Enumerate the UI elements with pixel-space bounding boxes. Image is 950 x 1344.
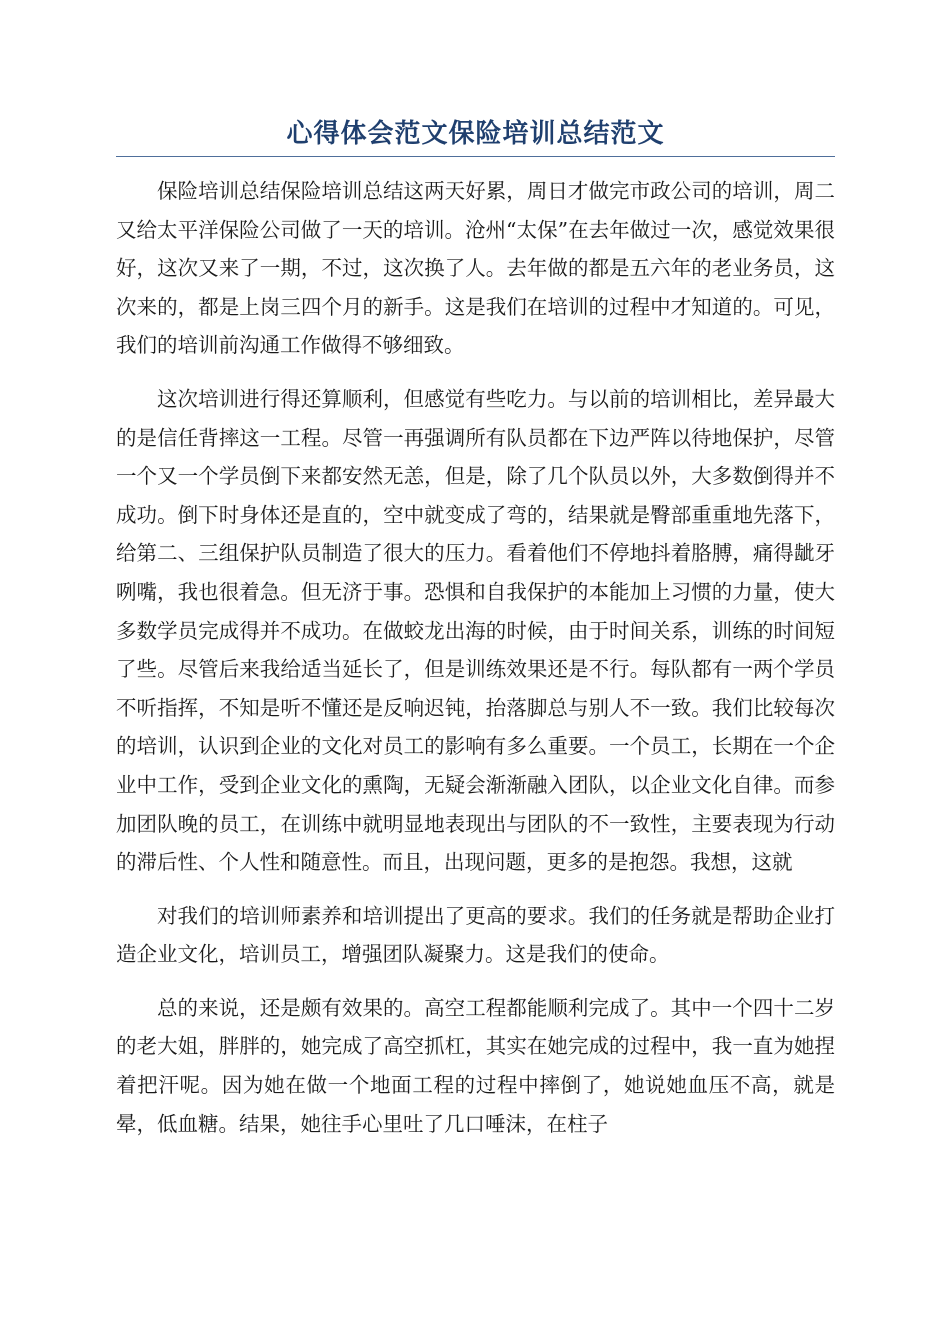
paragraph-2: 这次培训进行得还算顺利，但感觉有些吃力。与以前的培训相比，差异最大的是信任背摔这一工程。尽管一再强调所有队员都在下边严阵以待地保护，尽管一个又一个学员倒下来都安然无恙，但是，除了几个队员以外，大多数倒得并不成功。倒下时身体还是直的，空中就变成了弯的，结果就是臀部重重地先落下，给第二、三组保护队员制造了很大的压力。看着他们不停地抖着胳膊，痛得龇牙咧嘴，我也很着急。但无济于事。恐惧和自我保护的本能加上习惯的力量，使大多数学员完成得并不成功。在做蛟龙出海的时候，由于时间关系，训练的时间短了些。尽管后来我给适当延长了，但是训练效果还是不行。每队都有一两个学员不听指挥，不知是听不懂还是反响迟钝，抬落脚总与别人不一致。我们比较每次的培训，认识到企业的文化对员工的影响有多么重要。一个员工，长期在一个企业中工作，受到企业文化的熏陶，无疑会渐渐融入团队，以企业文化自律。而参加团队晚的员工，在训练中就明显地表现出与团队的不一致性，主要表现为行动的滞后性、个人性和随意性。而且，出现问题，更多的是抱怨。我想，这就 — [116, 386, 835, 875]
document-body — [116, 172, 835, 1158]
title-block — [116, 112, 835, 157]
document-title: 心得体会范文保险培训总结范文 — [286, 119, 665, 149]
paragraph-1: 保险培训总结保险培训总结这两天好累，周日才做完市政公司的培训，周二又给太平洋保险公司做了一天的培训。沧州“太保”在去年做过一次，感觉效果很好，这次又来了一期，不过，这次换了人。去年做的都是五六年的老业务员，这次来的，都是上岗三四个月的新手。这是我们在培训的过程中才知道的。可见，我们的培训前沟通工作做得不够细致。 — [116, 179, 835, 358]
paragraph-3: 对我们的培训师素养和培训提出了更高的要求。我们的任务就是帮助企业打造企业文化，培训员工，增强团队凝聚力。这是我们的使命。 — [116, 903, 835, 967]
paragraph-4: 总的来说，还是颇有效果的。高空工程都能顺利完成了。其中一个四十二岁的老大姐，胖胖的，她完成了高空抓杠，其实在她完成的过程中，我一直为她捏着把汗呢。因为她在做一个地面工程的过程中摔倒了，她说她血压不高，就是晕，低血糖。结果，她往手心里吐了几口唾沫，在柱子 — [116, 995, 835, 1136]
